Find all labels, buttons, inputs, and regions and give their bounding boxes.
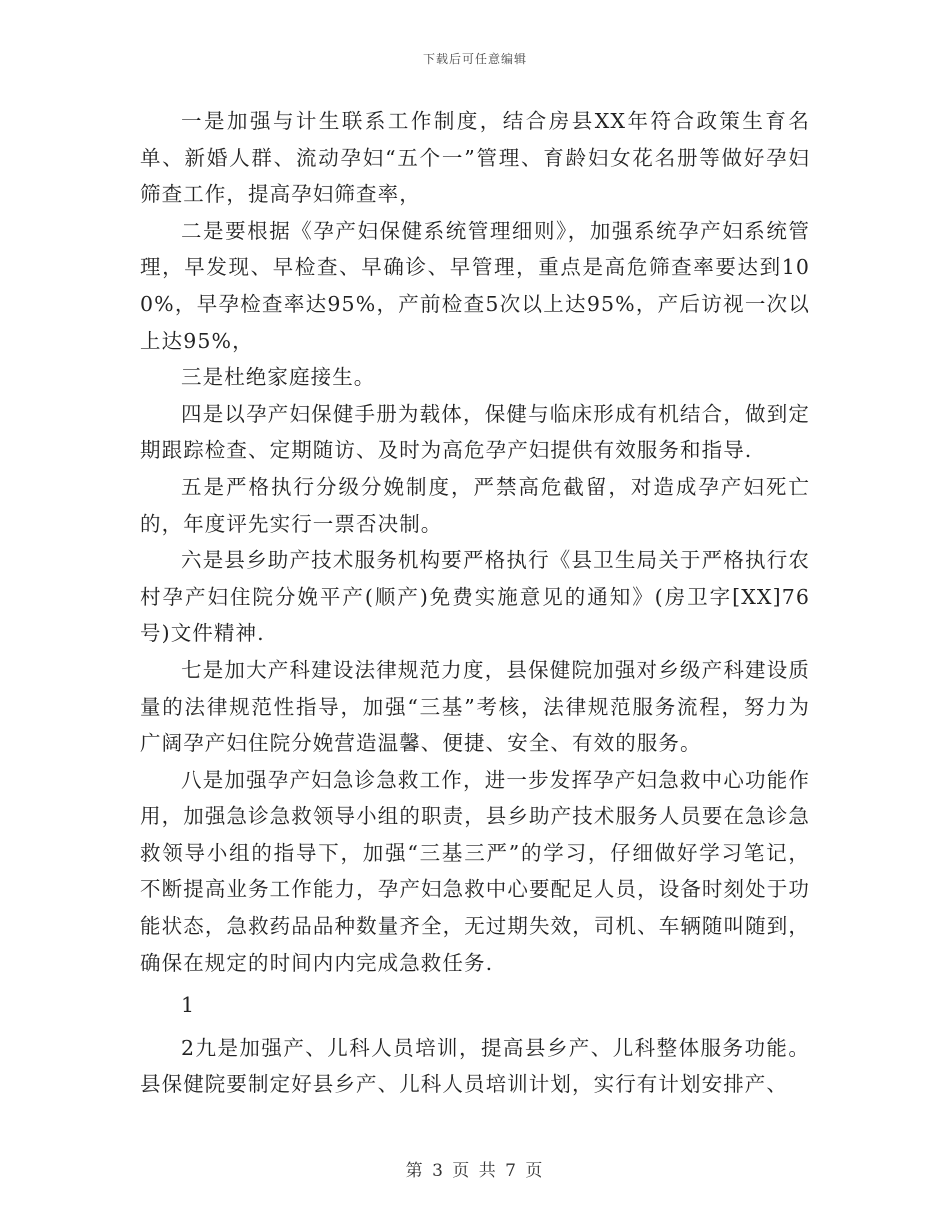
paragraph-9: 2九是加强产、儿科人员培训，提高县乡产、儿科整体服务功能。县保健院要制定好县乡产、儿科人员培训计划，实行有计划安排产、 [140, 1035, 810, 1097]
page-footer: 第 3 页 共 7 页 [405, 1161, 545, 1181]
paragraph-1: 一是加强与计生联系工作制度，结合房县XX年符合政策生育名单、新婚人群、流动孕妇“五个一”管理、育龄妇女花名册等做好孕妇筛查工作，提高孕妇筛查率， [140, 109, 810, 207]
paragraph-4: 四是以孕产妇保健手册为载体，保健与临床形成有机结合，做到定期跟踪检查、定期随访、及时为高危孕产妇提供有效服务和指导. [140, 401, 810, 463]
inline-page-number: 1 [181, 993, 196, 1018]
paragraph-6: 六是县乡助产技术服务机构要严格执行《县卫生局关于严格执行农村孕产妇住院分娩平产(顺产)免费实施意见的通知》(房卫字[XX]76号)文件精神. [140, 548, 810, 646]
page-header: 下载后可任意编辑 [422, 52, 527, 66]
paragraph-8: 八是加强孕产妇急诊急救工作，进一步发挥孕产妇急救中心功能作用，加强急诊急救领导小组的职责，县乡助产技术服务人员要在急诊急救领导小组的指导下，加强“三基三严”的学习，仔细做好学习笔记，不断提高业务工作能力，孕产妇急救中心要配足人员，设备时刻处于功能状态，急救药品品种数量齐全，无过期失效，司机、车辆随叫随到，确保在规定的时间内内完成急救任务. [140, 767, 810, 975]
paragraph-7: 七是加大产科建设法律规范力度，县保健院加强对乡级产科建设质量的法律规范性指导，加强“三基”考核，法律规范服务流程，努力为广阔孕产妇住院分娩营造温馨、便捷、安全、有效的服务。 [140, 657, 810, 756]
document-body [140, 103, 810, 1103]
paragraph-5: 五是严格执行分级分娩制度，严禁高危截留，对造成孕产妇死亡的，年度评先实行一票否决制。 [140, 474, 810, 536]
paragraph-2: 二是要根据《孕产妇保健系统管理细则》，加强系统孕产妇系统管理，早发现、早检查、早确诊、早管理，重点是高危筛查率要达到100%，早孕检查率达95%，产前检查5次以上达95%，产后访视一次以上达95%， [140, 218, 810, 353]
paragraph-3: 三是杜绝家庭接生。 [181, 365, 376, 390]
